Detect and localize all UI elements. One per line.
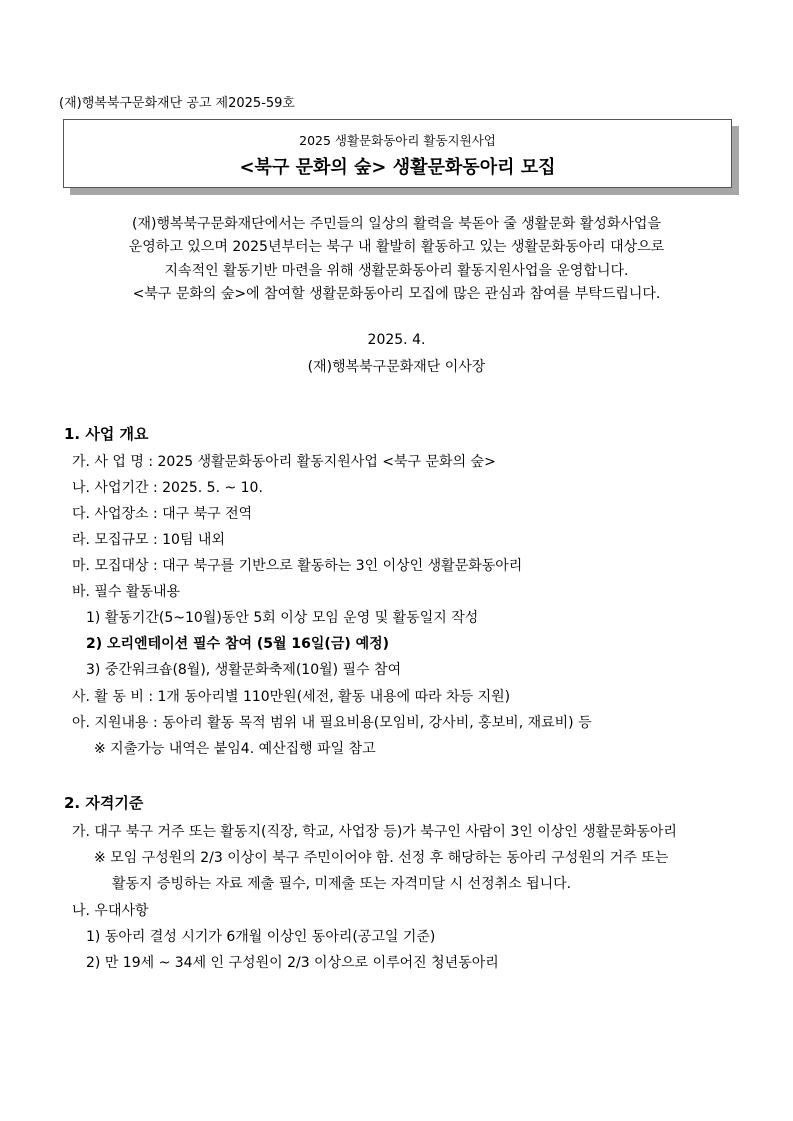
announcement-date: 2025. 4. [367,332,426,348]
eligibility-note-line2: 활동지 증빙하는 자료 제출 필수, 미제출 또는 자격미달 시 선정취소 됩니다. [112,876,572,892]
title-box [63,119,732,188]
signer: (재)행복북구문화재단 이사장 [307,359,486,375]
intro-line: (재)행복북구문화재단에서는 주민들의 일상의 활력을 북돋아 줄 생활문화 활성화사업을 [132,216,661,232]
title-main: <북구 문화의 숲> 생활문화동아리 모집 [239,157,556,178]
overview-item-location: 다. 사업장소 : 대구 북구 전역 [72,506,253,522]
section-heading-eligibility: 2. 자격기준 [64,794,144,812]
intro-line: 운영하고 있으며 2025년부터는 북구 내 활발히 활동하고 있는 생활문화동아리 대상으로 [128,239,665,256]
overview-item-support: 아. 지원내용 : 동아리 활동 목적 범위 내 필요비용(모임비, 강사비, 홍보비, 재료비) 등 [72,715,592,731]
overview-item-period: 나. 사업기간 : 2025. 5. ~ 10. [72,480,263,496]
required-activity-2: 2) 오리엔테이션 필수 참여 (5월 16일(금) 예정) [86,636,390,652]
required-activity-3: 3) 중간워크숍(8월), 생활문화축제(10월) 필수 참여 [86,662,402,678]
overview-item-required: 바. 필수 활동내용 [72,584,181,600]
preference-2: 2) 만 19세 ~ 34세 인 구성원이 2/3 이상으로 이루어진 청년동아리 [86,955,499,971]
intro-line: 지속적인 활동기반 마련을 위해 생활문화동아리 활동지원사업을 운영합니다. [164,262,629,279]
eligibility-note-line1: ※ 모임 구성원의 2/3 이상이 북구 주민이어야 함. 선정 후 해당하는 동아리 구성원의 거주 또는 [94,850,669,866]
overview-note: ※ 지출가능 내역은 붙임4. 예산집행 파일 참고 [94,741,376,757]
preference-1: 1) 동아리 결성 시기가 6개월 이상인 동아리(공고일 기준) [86,929,436,945]
overview-item-scale: 라. 모집규모 : 10팀 내외 [72,532,225,548]
overview-item-target: 마. 모집대상 : 대구 북구를 기반으로 활동하는 3인 이상인 생활문화동아리 [72,558,523,574]
eligibility-item-a: 가. 대구 북구 거주 또는 활동지(직장, 학교, 사업장 등)가 북구인 사람이 3인 이상인 생활문화동아리 [72,824,677,840]
section-heading-overview: 1. 사업 개요 [64,425,149,443]
title-subtitle: 2025 생활문화동아리 활동지원사업 [299,133,496,148]
overview-item-name: 가. 사 업 명 : 2025 생활문화동아리 활동지원사업 <북구 문화의 숲> [72,454,496,470]
intro-paragraph [80,213,713,306]
eligibility-item-b: 나. 우대사항 [72,903,149,919]
intro-line: <북구 문화의 숲>에 참여할 생활문화동아리 모집에 많은 관심과 참여를 부탁드립니다. [132,285,661,302]
document-number: (재)행복북구문화재단 공고 제2025-59호 [59,96,295,111]
required-activity-1: 1) 활동기간(5~10월)동안 5회 이상 모임 운영 및 활동일지 작성 [86,610,479,626]
overview-item-budget: 사. 활 동 비 : 1개 동아리별 110만원(세전, 활동 내용에 따라 차등 지원) [72,689,511,705]
